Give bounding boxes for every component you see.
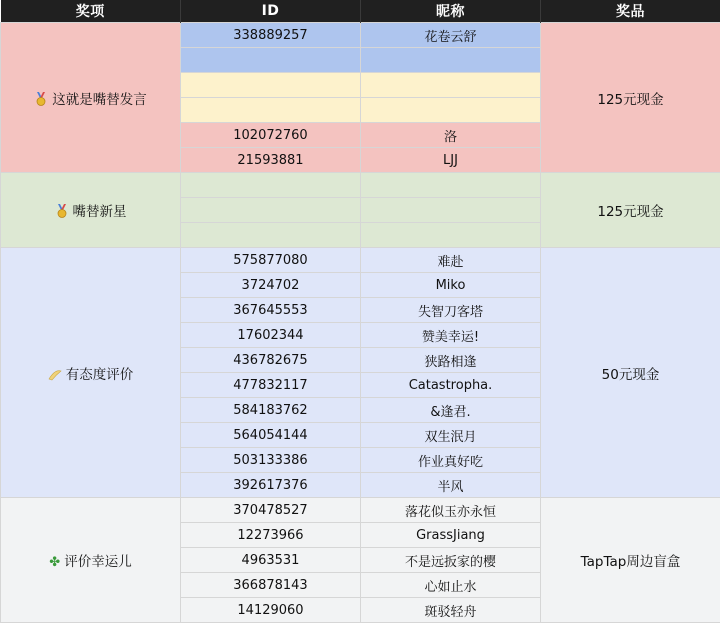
id-cell: 367645553 <box>181 298 361 323</box>
id-cell: 14129060 <box>181 598 361 623</box>
four-leaf-clover-icon: ✤ <box>49 555 61 570</box>
id-cell <box>181 98 361 123</box>
nickname-cell: Catastropha. <box>361 373 541 398</box>
id-cell: 575877080 <box>181 248 361 273</box>
award-label: 评价幸运儿 <box>64 554 132 570</box>
nickname-cell <box>361 98 541 123</box>
medal-icon <box>55 204 69 218</box>
header-id: ID <box>181 0 361 23</box>
nickname-cell: 作业真好吃 <box>361 448 541 473</box>
nickname-cell: 失智刀客塔 <box>361 298 541 323</box>
nickname-cell: Miko <box>361 273 541 298</box>
table-row <box>1 498 720 523</box>
award-label: 这就是嘴替发言 <box>52 91 147 108</box>
id-cell: 477832117 <box>181 373 361 398</box>
nickname-cell: 花卷云舒 <box>361 23 541 48</box>
id-cell: 21593881 <box>181 148 361 173</box>
table-row <box>1 248 720 273</box>
award-label: 嘴替新星 <box>72 204 127 220</box>
id-cell: 392617376 <box>181 473 361 498</box>
table-row <box>1 173 720 198</box>
header-nickname: 昵称 <box>361 0 541 23</box>
nickname-cell: 不是远扳家的樱 <box>361 548 541 573</box>
nickname-cell: LJJ <box>361 148 541 173</box>
nickname-cell: 难赴 <box>361 248 541 273</box>
prize-cell: TapTap周边盲盒 <box>541 498 720 623</box>
id-cell: 366878143 <box>181 573 361 598</box>
header-row <box>1 0 720 23</box>
id-cell: 503133386 <box>181 448 361 473</box>
prize-cell: 125元现金 <box>541 23 720 173</box>
award-cell <box>1 498 181 623</box>
id-cell: 102072760 <box>181 123 361 148</box>
id-cell: 370478527 <box>181 498 361 523</box>
nickname-cell: GrassJiang <box>361 523 541 548</box>
id-cell: 3724702 <box>181 273 361 298</box>
id-cell <box>181 223 361 248</box>
nickname-cell: 赞美幸运! <box>361 323 541 348</box>
nickname-cell: 双生泯月 <box>361 423 541 448</box>
nickname-cell: 斑驳轻舟 <box>361 598 541 623</box>
id-cell: 436782675 <box>181 348 361 373</box>
id-cell <box>181 73 361 98</box>
table-row <box>1 23 720 48</box>
header-prize: 奖品 <box>541 0 720 23</box>
award-cell <box>1 173 181 248</box>
id-cell <box>181 198 361 223</box>
id-cell: 4963531 <box>181 548 361 573</box>
prize-cell: 50元现金 <box>541 248 720 498</box>
gold-medal-icon <box>34 92 48 106</box>
nickname-cell <box>361 173 541 198</box>
id-cell <box>181 173 361 198</box>
nickname-cell: &逢君. <box>361 398 541 423</box>
prize-cell: 125元现金 <box>541 173 720 248</box>
award-cell <box>1 248 181 498</box>
sweat-icon <box>48 367 62 381</box>
nickname-cell: 心如止水 <box>361 573 541 598</box>
id-cell: 564054144 <box>181 423 361 448</box>
award-cell <box>1 23 181 173</box>
nickname-cell: 半风 <box>361 473 541 498</box>
nickname-cell: 落花似玉亦永恒 <box>361 498 541 523</box>
nickname-cell <box>361 73 541 98</box>
nickname-cell: 狭路相逢 <box>361 348 541 373</box>
id-cell: 584183762 <box>181 398 361 423</box>
nickname-cell <box>361 198 541 223</box>
nickname-cell <box>361 223 541 248</box>
nickname-cell <box>361 48 541 73</box>
nickname-cell: 洛 <box>361 123 541 148</box>
header-award: 奖项 <box>1 0 181 23</box>
id-cell: 338889257 <box>181 23 361 48</box>
id-cell: 12273966 <box>181 523 361 548</box>
id-cell: 17602344 <box>181 323 361 348</box>
id-cell <box>181 48 361 73</box>
award-label: 有态度评价 <box>65 366 134 383</box>
